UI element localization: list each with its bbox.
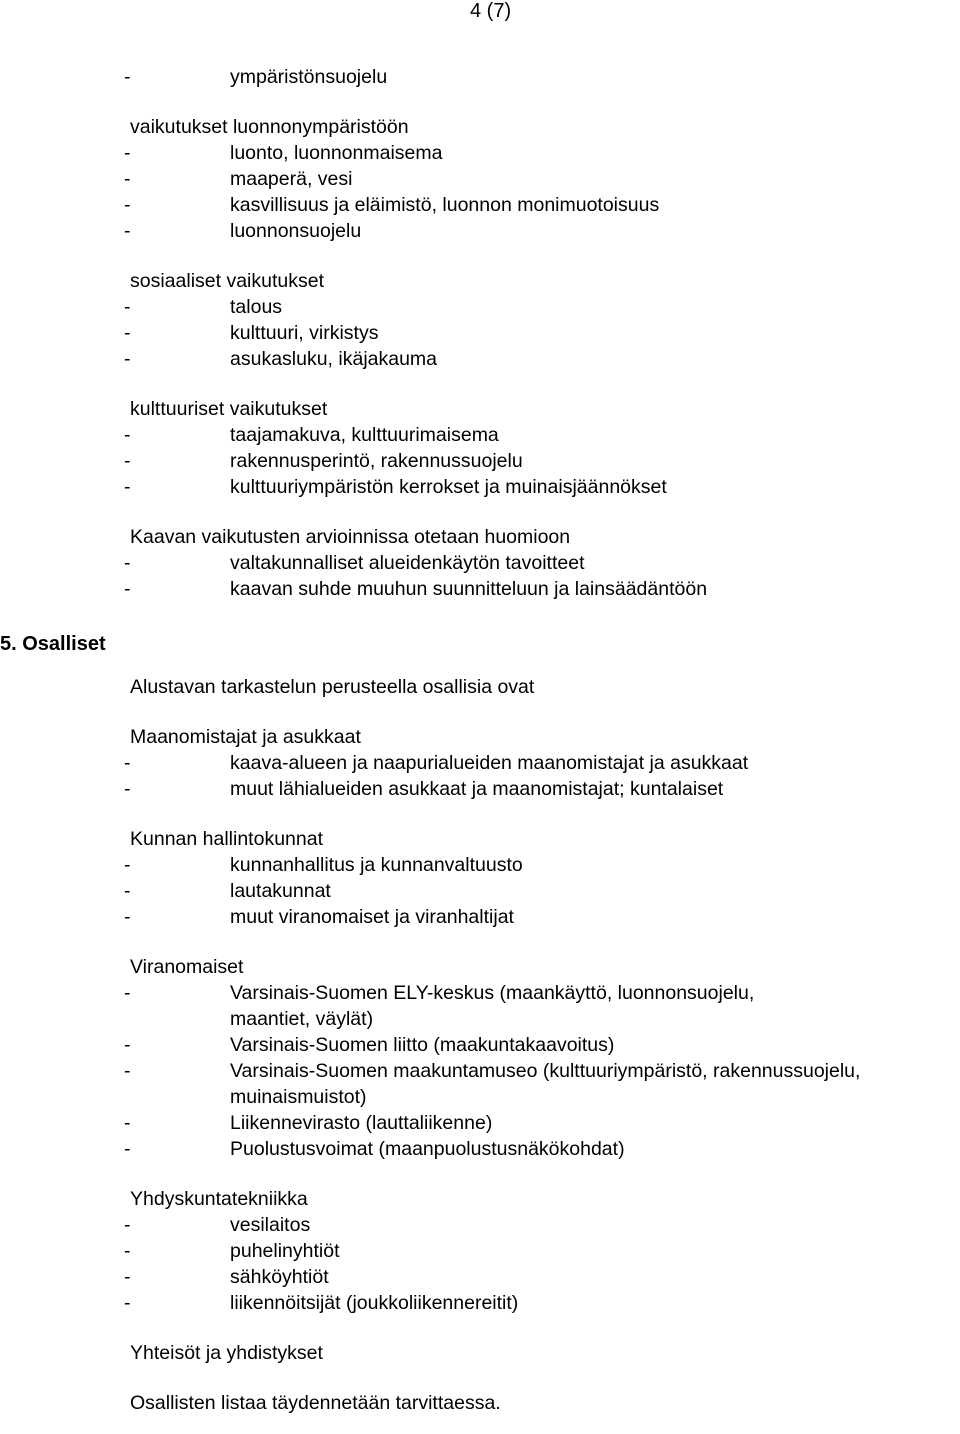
list-item-text: Varsinais-Suomen maakuntamuseo (kulttuuriympäristö, rakennussuojelu, <box>230 1060 861 1082</box>
list-item <box>124 166 960 192</box>
list-item <box>124 852 960 878</box>
list-dash: - <box>124 476 131 498</box>
list-dash: - <box>124 752 131 774</box>
list-item <box>124 1238 960 1264</box>
list-item-text: liikennöitsijät (joukkoliikennereitit) <box>230 1292 519 1314</box>
list-item <box>124 320 960 346</box>
paragraph-gap <box>130 244 960 268</box>
list-item-text: Varsinais-Suomen liitto (maakuntakaavoitus) <box>230 1034 615 1056</box>
list-item-text: puhelinyhtiöt <box>230 1240 340 1262</box>
list-item-text: talous <box>230 296 283 318</box>
list-item-text: muut lähialueiden asukkaat ja maanomistajat; kuntalaiset <box>230 778 724 800</box>
list-dash: - <box>124 220 131 242</box>
document-body <box>124 64 960 1416</box>
paragraph-gap <box>130 700 960 724</box>
paragraph-gap <box>130 602 960 626</box>
paragraph-gap <box>130 626 960 650</box>
page-number: 4 (7) <box>470 0 512 22</box>
list-item-text: kaavan suhde muuhun suunnitteluun ja lainsäädäntöön <box>230 578 708 600</box>
list-item-text: Puolustusvoimat (maanpuolustusnäkökohdat) <box>230 1138 625 1160</box>
paragraph-heading: Alustavan tarkastelun perusteella osallisia ovat <box>130 676 535 698</box>
list-dash: - <box>124 296 131 318</box>
paragraph-heading: Kunnan hallintokunnat <box>130 828 323 850</box>
list-item-continuation <box>130 1006 960 1032</box>
list-item <box>124 474 960 500</box>
list-item <box>124 448 960 474</box>
paragraph-heading: Yhteisöt ja yhdistykset <box>130 1342 323 1364</box>
list-dash: - <box>124 778 131 800</box>
list-dash: - <box>124 1060 131 1082</box>
paragraph-heading: Kaavan vaikutusten arvioinnissa otetaan huomioon <box>130 526 571 548</box>
list-item <box>124 140 960 166</box>
list-dash: - <box>124 194 131 216</box>
list-item <box>124 1136 960 1162</box>
paragraph-heading: Osallisten listaa täydennetään tarvittaessa. <box>130 1392 501 1414</box>
list-item <box>124 1058 960 1084</box>
paragraph-heading: Viranomaiset <box>130 956 244 978</box>
list-item <box>124 422 960 448</box>
list-dash: - <box>124 1240 131 1262</box>
paragraph-heading: vaikutukset luonnonympäristöön <box>130 116 409 138</box>
paragraph-gap <box>130 1162 960 1186</box>
list-item <box>124 64 960 90</box>
list-item-text: valtakunnalliset alueidenkäytön tavoitteet <box>230 552 585 574</box>
paragraph-gap <box>130 500 960 524</box>
paragraph-heading: kulttuuriset vaikutukset <box>130 398 328 420</box>
list-item-text: luonnonsuojelu <box>230 220 362 242</box>
list-dash: - <box>124 450 131 472</box>
list-item-text: kasvillisuus ja eläimistö, luonnon monimuotoisuus <box>230 194 660 216</box>
paragraph-gap <box>130 1366 960 1390</box>
list-item <box>124 218 960 244</box>
list-item <box>124 346 960 372</box>
list-dash: - <box>124 1292 131 1314</box>
list-item <box>124 750 960 776</box>
paragraph-gap <box>130 930 960 954</box>
list-item-text: kaava-alueen ja naapurialueiden maanomistajat ja asukkaat <box>230 752 749 774</box>
list-item-text: muinaismuistot) <box>230 1086 367 1108</box>
list-dash: - <box>124 168 131 190</box>
list-item-text: taajamakuva, kulttuurimaisema <box>230 424 499 446</box>
list-item-text: luonto, luonnonmaisema <box>230 142 443 164</box>
list-item-text: maantiet, väylät) <box>230 1008 374 1030</box>
paragraph-gap <box>130 650 960 674</box>
list-dash: - <box>124 66 131 88</box>
list-item <box>124 980 960 1006</box>
list-dash: - <box>124 906 131 928</box>
list-dash: - <box>124 1034 131 1056</box>
list-dash: - <box>124 1138 131 1160</box>
list-item-text: sähköyhtiöt <box>230 1266 329 1288</box>
list-item <box>124 904 960 930</box>
list-dash: - <box>124 552 131 574</box>
list-dash: - <box>124 1214 131 1236</box>
section-heading: 5. Osalliset <box>0 633 106 655</box>
list-item-text: Liikennevirasto (lauttaliikenne) <box>230 1112 493 1134</box>
paragraph-gap <box>130 90 960 114</box>
list-dash: - <box>124 982 131 1004</box>
list-item <box>124 550 960 576</box>
paragraph-heading: Yhdyskuntatekniikka <box>130 1188 308 1210</box>
list-item-continuation <box>130 1084 960 1110</box>
list-dash: - <box>124 1266 131 1288</box>
list-item-text: kulttuuriympäristön kerrokset ja muinaisjäännökset <box>230 476 667 498</box>
list-item-text: Varsinais-Suomen ELY-keskus (maankäyttö, luonnonsuojelu, <box>230 982 755 1004</box>
list-item-text: ympäristönsuojelu <box>230 66 388 88</box>
paragraph-gap <box>130 1316 960 1340</box>
list-item <box>124 878 960 904</box>
list-item <box>124 294 960 320</box>
list-item-text: lautakunnat <box>230 880 331 902</box>
list-item <box>124 1032 960 1058</box>
list-dash: - <box>124 142 131 164</box>
list-item-text: kulttuuri, virkistys <box>230 322 379 344</box>
list-item <box>124 1290 960 1316</box>
paragraph-heading: Maanomistajat ja asukkaat <box>130 726 361 748</box>
list-item <box>124 1110 960 1136</box>
list-item <box>124 192 960 218</box>
list-dash: - <box>124 854 131 876</box>
paragraph-heading: sosiaaliset vaikutukset <box>130 270 325 292</box>
list-dash: - <box>124 880 131 902</box>
list-item-text: vesilaitos <box>230 1214 311 1236</box>
list-item <box>124 1212 960 1238</box>
list-dash: - <box>124 322 131 344</box>
list-item-text: kunnanhallitus ja kunnanvaltuusto <box>230 854 523 876</box>
list-item <box>124 1264 960 1290</box>
list-dash: - <box>124 424 131 446</box>
list-dash: - <box>124 348 131 370</box>
list-dash: - <box>124 578 131 600</box>
list-item-text: rakennusperintö, rakennussuojelu <box>230 450 523 472</box>
list-item-text: maaperä, vesi <box>230 168 353 190</box>
paragraph-gap <box>130 372 960 396</box>
list-item <box>124 776 960 802</box>
list-item <box>124 576 960 602</box>
list-dash: - <box>124 1112 131 1134</box>
list-item-text: asukasluku, ikäjakauma <box>230 348 438 370</box>
paragraph-gap <box>130 802 960 826</box>
list-item-text: muut viranomaiset ja viranhaltijat <box>230 906 514 928</box>
